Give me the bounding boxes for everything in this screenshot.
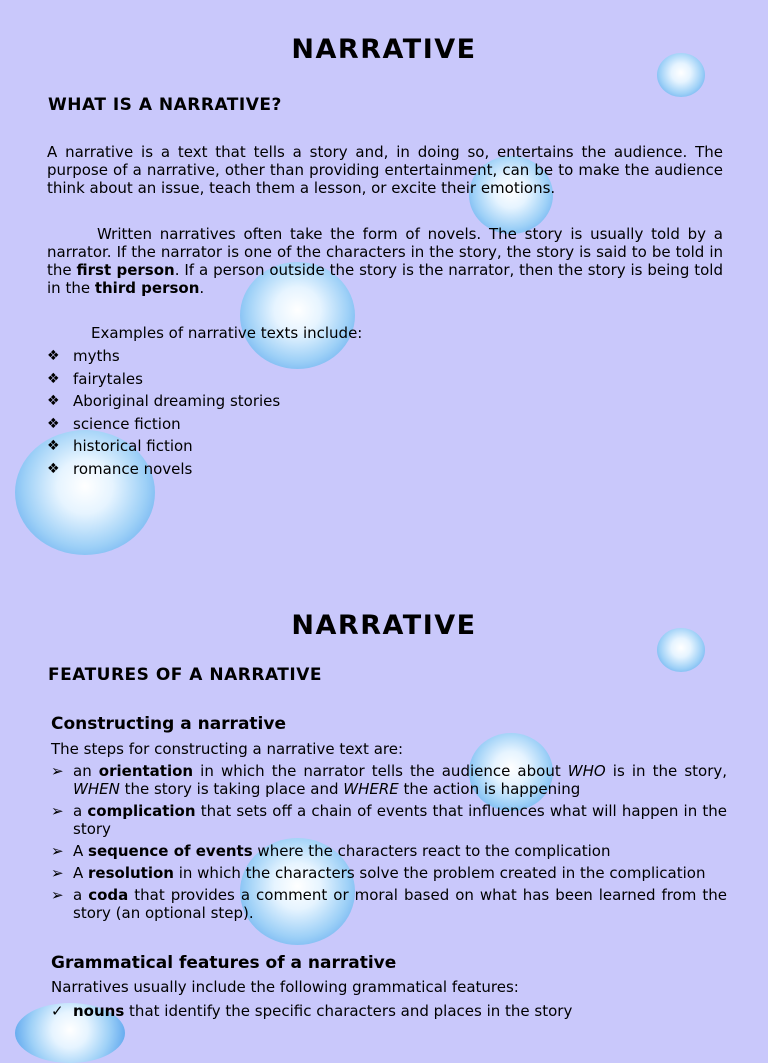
resolution-term: resolution (88, 864, 174, 882)
diamond-bullet-icon: ❖ (47, 438, 60, 455)
arrow-bullet-icon: ➢ (51, 762, 64, 780)
list-item-label: romance novels (73, 459, 193, 478)
list-item (51, 886, 727, 922)
third-person-term: third person (94, 279, 200, 297)
subheading-constructing: Constructing a narrative (51, 714, 286, 734)
step-text: an (73, 762, 99, 780)
step-text: a (73, 886, 89, 904)
who-term: WHO (567, 762, 606, 780)
when-term: WHEN (73, 780, 120, 798)
step-text: that provides a comment or moral based on what has been learned from the story (an optional step). (73, 886, 727, 922)
narrator-text: . (199, 279, 205, 297)
check-bullet-icon: ✓ (51, 1002, 64, 1020)
grammar-text: that identify the specific characters and places in the story (124, 1002, 573, 1020)
list-item-label: Aboriginal dreaming stories (73, 392, 281, 411)
list-item (47, 390, 280, 413)
diamond-bullet-icon: ❖ (47, 415, 60, 432)
diamond-bullet-icon: ❖ (47, 460, 60, 477)
arrow-bullet-icon: ➢ (51, 802, 64, 820)
list-item-label: myths (73, 347, 120, 365)
list-item (51, 762, 727, 798)
arrow-bullet-icon: ➢ (51, 864, 64, 882)
list-item (51, 802, 727, 838)
diamond-bullet-icon: ❖ (47, 370, 60, 387)
list-item (47, 458, 280, 481)
step-text: the action is happening (398, 780, 581, 798)
list-item-label: fairytales (73, 369, 143, 388)
step-text: that sets off a chain of events that influences what will happen in the story (73, 802, 727, 838)
list-item (47, 413, 280, 436)
intro-paragraph: A narrative is a text that tells a story and, in doing so, entertains the audience. The purpose of a narrative, other than providing entertainment, can be to make the audience think about an issue, teach them a lesson, or excite their emotions. (47, 143, 723, 197)
list-item (51, 864, 727, 882)
diamond-bullet-icon: ❖ (47, 348, 60, 364)
step-text: A (73, 864, 89, 882)
section-heading: WHAT IS A NARRATIVE? (48, 95, 282, 115)
where-term: WHERE (343, 780, 399, 798)
list-item (47, 345, 280, 368)
examples-list (47, 345, 280, 481)
grammar-list (51, 1002, 727, 1024)
step-text: a (73, 802, 88, 820)
list-item-label: historical fiction (73, 437, 193, 456)
grammar-intro: Narratives usually include the following grammatical features: (51, 978, 519, 996)
step-text: in which the narrator tells the audience about (193, 762, 568, 780)
step-text: in which the characters solve the problem created in the complication (173, 864, 706, 882)
complication-term: complication (87, 802, 196, 820)
sequence-term: sequence of events (88, 842, 253, 860)
diamond-bullet-icon: ❖ (47, 393, 60, 410)
step-text: the story is taking place and (119, 780, 344, 798)
list-item (47, 435, 280, 458)
page-title: NARRATIVE (291, 34, 477, 65)
section-heading: FEATURES OF A NARRATIVE (48, 665, 322, 685)
page-title: NARRATIVE (291, 610, 477, 641)
list-item (51, 842, 727, 860)
arrow-bullet-icon: ➢ (51, 886, 64, 904)
nouns-term: nouns (73, 1002, 125, 1020)
arrow-bullet-icon: ➢ (51, 842, 64, 860)
examples-intro: Examples of narrative texts include: (91, 324, 363, 342)
list-item-label: science fiction (73, 414, 181, 433)
steps-list (51, 762, 727, 926)
first-person-term: first person (76, 261, 175, 279)
narrator-text: . If a person outside the story is the narrator, then the story is being told in the (47, 261, 723, 297)
step-text: A (73, 842, 89, 860)
list-item (47, 368, 280, 391)
step-text: is in the story, (605, 762, 728, 780)
steps-intro: The steps for constructing a narrative text are: (51, 740, 404, 758)
narrator-text: Written narratives often take the form of novels. The story is usually told by a narrator. If the narrator is one of the characters in the story, the story is said to be told in the (47, 225, 723, 279)
narrator-paragraph (47, 225, 723, 297)
subheading-grammatical: Grammatical features of a narrative (51, 953, 397, 973)
orientation-term: orientation (98, 762, 194, 780)
step-text: where the characters react to the complication (252, 842, 611, 860)
coda-term: coda (88, 886, 129, 904)
list-item (51, 1002, 727, 1020)
